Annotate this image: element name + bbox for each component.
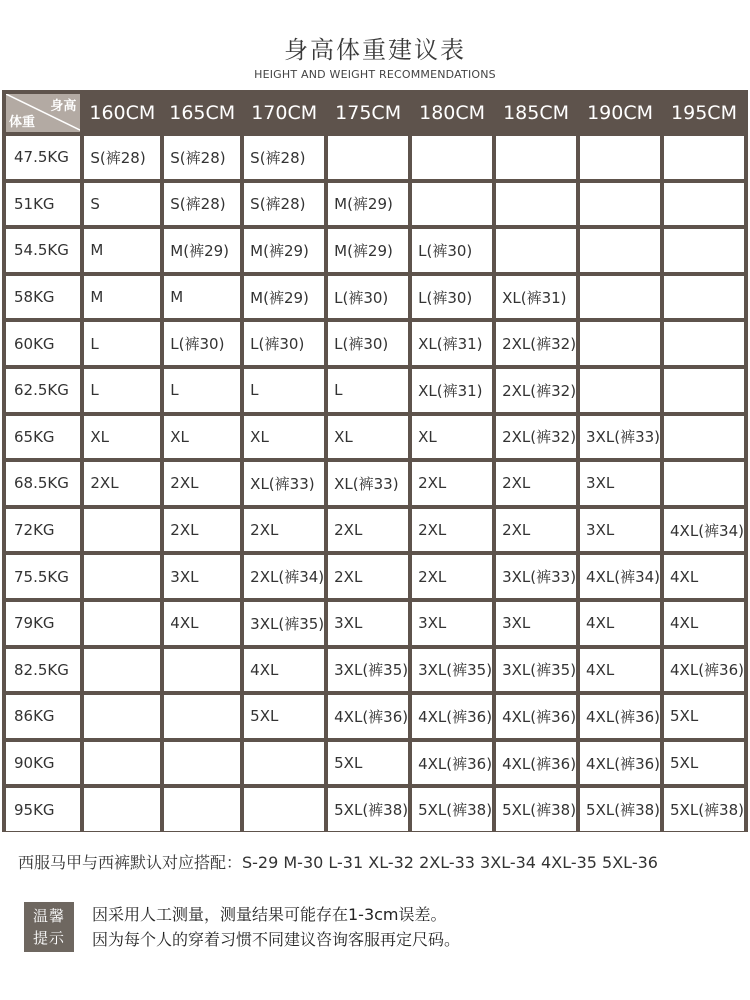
size-cell [244,742,324,785]
height-header: 165CM [169,102,236,124]
size-cell: M(裤29) [244,229,324,272]
height-header: 195CM [671,102,737,124]
size-cell: L [244,369,324,412]
size-cell: 2XL [412,555,492,598]
weight-cell: 65KG [6,416,80,459]
size-cell [664,183,744,226]
size-cell [664,276,744,319]
weight-cell: 75.5KG [6,555,80,598]
size-cell: S(裤28) [164,183,240,226]
table-row [6,416,744,459]
size-cell: M(裤29) [244,276,324,319]
height-header: 180CM [419,102,486,124]
weight-cell: 82.5KG [6,649,80,692]
size-cell: 2XL [164,462,240,505]
size-cell [496,229,576,272]
size-cell [580,369,660,412]
corner-cell [6,94,80,132]
table-row [6,276,744,319]
size-cell: XL(裤31) [412,322,492,365]
size-cell: 2XL(裤32) [496,369,576,412]
size-cell: 5XL(裤38) [580,788,660,831]
size-cell [164,788,240,831]
height-header: 175CM [335,102,402,124]
size-cell: 4XL [664,602,744,645]
weight-cell: 47.5KG [6,136,80,179]
table-row [6,602,744,645]
size-cell: XL(裤33) [328,462,408,505]
size-cell: XL(裤31) [412,369,492,412]
size-cell [580,136,660,179]
corner-height-label: 身高 [50,99,77,114]
size-cell: XL [84,416,160,459]
weight-cell: 79KG [6,602,80,645]
header-row [6,94,744,132]
size-cell: 4XL(裤36) [580,742,660,785]
height-header: 170CM [251,102,318,124]
size-cell: 3XL [496,602,576,645]
height-header: 190CM [587,102,653,124]
tip-line-1: 因采用人工测量，测量结果可能存在1-3cm误差。 [92,905,447,924]
size-cell: 2XL(裤32) [496,416,576,459]
size-cell: 4XL [244,649,324,692]
size-cell [664,416,744,459]
table-row [6,788,744,831]
size-cell: S(裤28) [244,183,324,226]
weight-cell: 60KG [6,322,80,365]
size-cell: 2XL [412,462,492,505]
size-cell [580,229,660,272]
weight-cell: 68.5KG [6,462,80,505]
size-cell: 3XL [164,555,240,598]
size-cell: M(裤29) [328,229,408,272]
size-cell [244,788,324,831]
size-cell [412,183,492,226]
size-cell [664,322,744,365]
size-cell [496,183,576,226]
size-cell: 4XL(裤36) [412,695,492,738]
size-cell: XL(裤31) [496,276,576,319]
size-cell [84,788,160,831]
size-cell: 5XL [328,742,408,785]
table-row [6,136,744,179]
size-cell: 3XL(裤35) [244,602,324,645]
size-cell: 5XL(裤38) [496,788,576,831]
size-cell [412,136,492,179]
size-cell [580,276,660,319]
size-cell: 3XL [412,602,492,645]
size-cell: XL [328,416,408,459]
height-header: 160CM [89,102,156,124]
weight-cell: 54.5KG [6,229,80,272]
corner-weight-label: 体重 [9,115,36,130]
size-cell [496,136,576,179]
page-title: 身高体重建议表 [284,36,466,64]
size-cell: 5XL(裤38) [328,788,408,831]
size-cell [84,649,160,692]
table-row [6,229,744,272]
size-cell: 5XL [244,695,324,738]
table-row [6,742,744,785]
size-cell: XL(裤33) [244,462,324,505]
size-cell: XL [412,416,492,459]
size-cell: 5XL(裤38) [412,788,492,831]
size-cell: 4XL [664,555,744,598]
size-cell [328,136,408,179]
size-cell [580,322,660,365]
size-cell [84,602,160,645]
tip-badge-line1: 温馨 [32,907,65,925]
size-cell: 2XL(裤34) [244,555,324,598]
size-cell: L [84,369,160,412]
table-row [6,322,744,365]
size-cell [164,695,240,738]
size-cell: 4XL(裤36) [580,695,660,738]
weight-cell: 90KG [6,742,80,785]
size-cell [84,742,160,785]
size-cell: 2XL [84,462,160,505]
size-cell: 2XL [412,509,492,552]
size-cell: 4XL(裤36) [496,695,576,738]
size-cell: L [328,369,408,412]
size-cell: 3XL [580,509,660,552]
size-cell: 3XL(裤35) [412,649,492,692]
size-cell: 5XL [664,695,744,738]
size-cell: XL [244,416,324,459]
size-cell: 4XL(裤34) [580,555,660,598]
size-cell [164,742,240,785]
page-subtitle: HEIGHT AND WEIGHT RECOMMENDATIONS [254,68,496,81]
size-cell: 4XL [164,602,240,645]
tip-badge-line2: 提示 [32,929,65,947]
weight-cell: 72KG [6,509,80,552]
weight-cell: 95KG [6,788,80,831]
table-row [6,462,744,505]
size-chart-table [2,90,748,832]
size-cell: 3XL(裤35) [328,649,408,692]
size-cell: 5XL(裤38) [664,788,744,831]
weight-cell: 58KG [6,276,80,319]
size-cell: 2XL [328,509,408,552]
size-cell: 3XL(裤35) [496,649,576,692]
size-cell [84,695,160,738]
size-cell: 3XL [328,602,408,645]
size-cell: 2XL(裤32) [496,322,576,365]
size-cell: L(裤30) [412,229,492,272]
size-cell: S(裤28) [84,136,160,179]
size-cell: 4XL(裤36) [664,649,744,692]
size-cell: 2XL [244,509,324,552]
size-cell [84,555,160,598]
size-cell: S(裤28) [164,136,240,179]
tip-line-2: 因为每个人的穿着习惯不同建议咨询客服再定尺码。 [92,930,461,949]
size-cell: 3XL(裤33) [496,555,576,598]
weight-cell: 62.5KG [6,369,80,412]
size-cell: L(裤30) [164,322,240,365]
size-cell: M [84,276,160,319]
size-cell [664,136,744,179]
table-row [6,555,744,598]
size-cell [164,649,240,692]
size-cell: 2XL [328,555,408,598]
size-cell: L(裤30) [328,322,408,365]
table-row [6,369,744,412]
table-row [6,695,744,738]
size-cell [84,509,160,552]
size-cell: L(裤30) [328,276,408,319]
size-cell: 4XL(裤36) [412,742,492,785]
size-cell: 4XL [580,649,660,692]
size-cell [580,183,660,226]
size-cell: 4XL(裤36) [496,742,576,785]
weight-cell: 51KG [6,183,80,226]
size-cell: 2XL [496,462,576,505]
size-cell: 2XL [496,509,576,552]
size-cell [664,369,744,412]
size-cell: 4XL [580,602,660,645]
size-cell: L [164,369,240,412]
size-cell: M [84,229,160,272]
size-cell [664,229,744,272]
size-cell: 3XL(裤33) [580,416,660,459]
size-cell: S(裤28) [244,136,324,179]
tip-text [92,902,460,952]
tip-badge [24,902,74,952]
table-row [6,183,744,226]
size-cell: 2XL [164,509,240,552]
table-row [6,649,744,692]
size-cell: M(裤29) [328,183,408,226]
weight-cell: 86KG [6,695,80,738]
suit-pants-size-note: 西服马甲与西裤默认对应搭配：S-29 M-30 L-31 XL-32 2XL-33 3XL-34 4XL-35 5XL-36 [18,853,658,872]
size-cell: L(裤30) [244,322,324,365]
size-cell: L [84,322,160,365]
height-header: 185CM [503,102,570,124]
size-cell: 4XL(裤36) [328,695,408,738]
size-cell: 4XL(裤34) [664,509,744,552]
size-cell: S [84,183,160,226]
size-cell: 3XL [580,462,660,505]
size-cell: M(裤29) [164,229,240,272]
size-cell: XL [164,416,240,459]
size-cell: M [164,276,240,319]
size-cell: 5XL [664,742,744,785]
table-row [6,509,744,552]
size-cell: L(裤30) [412,276,492,319]
size-cell [664,462,744,505]
